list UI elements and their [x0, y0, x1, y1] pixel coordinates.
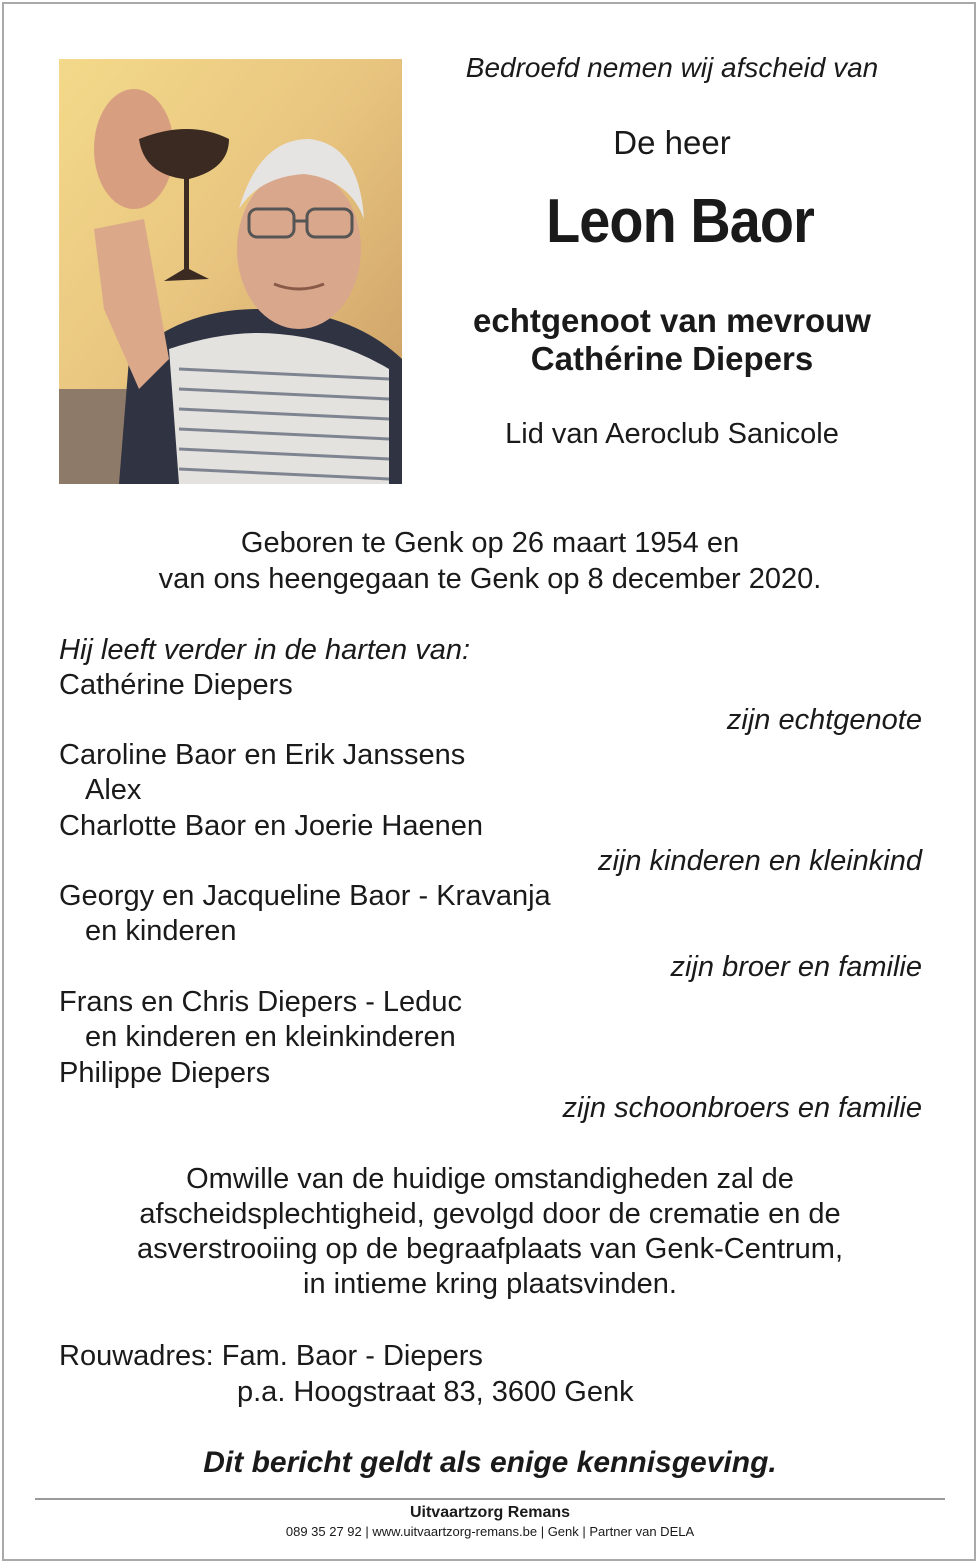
- footer-divider: [35, 1498, 945, 1500]
- spouse-info: [402, 302, 942, 378]
- funeral-home-contact: 089 35 27 92 | www.uitvaartzorg-remans.be | Genk | Partner van DELA: [285, 1524, 695, 1539]
- family-member: Frans en Chris Diepers - Leduc: [59, 986, 462, 1018]
- funeral-home-name: Uitvaartzorg Remans: [409, 1504, 571, 1521]
- mourning-address-street: p.a. Hoogstraat 83, 3600 Genk: [237, 1376, 634, 1408]
- notice-line: afscheidsplechtigheid, gevolgd door de crematie en de: [139, 1198, 841, 1230]
- family-relation: zijn echtgenote: [726, 704, 922, 736]
- family-member: Charlotte Baor en Joerie Haenen: [59, 810, 483, 842]
- family-member: en kinderen en kleinkinderen: [85, 1021, 456, 1053]
- family-member: Caroline Baor en Erik Janssens: [59, 739, 466, 771]
- mourning-address: Rouwadres: Fam. Baor - Diepers: [59, 1340, 483, 1372]
- family-heading: Hij leeft verder in de harten van:: [59, 634, 471, 666]
- birth-line: Geboren te Genk op 26 maart 1954 en: [240, 527, 740, 559]
- family-relation: zijn schoonbroers en familie: [562, 1092, 922, 1124]
- family-relation: zijn broer en familie: [670, 951, 922, 983]
- spouse-line-1: echtgenoot van mevrouw: [473, 302, 871, 339]
- ceremony-notice: [0, 1162, 980, 1302]
- family-member: Alex: [85, 774, 142, 806]
- notice-line: asverstrooiing op de begraafplaats van Genk-Centrum,: [136, 1233, 844, 1265]
- notice-line: Omwille van de huidige omstandigheden zal de: [186, 1163, 794, 1195]
- family-member: Philippe Diepers: [59, 1057, 271, 1089]
- life-dates: [0, 525, 980, 597]
- family-member: Georgy en Jacqueline Baor - Kravanja: [59, 880, 551, 912]
- family-member: Cathérine Diepers: [59, 669, 293, 701]
- notice-line: in intieme kring plaatsvinden.: [303, 1268, 677, 1300]
- membership: Lid van Aeroclub Sanicole: [505, 418, 839, 450]
- spouse-line-2: Cathérine Diepers: [530, 340, 814, 377]
- death-line: van ons heengegaan te Genk op 8 december 2020.: [158, 563, 822, 595]
- family-member: en kinderen: [85, 915, 237, 947]
- deceased-name: Leon Baor: [546, 187, 814, 256]
- closing-statement: Dit bericht geldt als enige kennisgeving.: [203, 1446, 777, 1479]
- intro-text: Bedroefd nemen wij afscheid van: [465, 52, 879, 83]
- honorific: De heer: [613, 124, 731, 161]
- portrait-photo: [59, 59, 402, 484]
- family-relation: zijn kinderen en kleinkind: [597, 845, 922, 877]
